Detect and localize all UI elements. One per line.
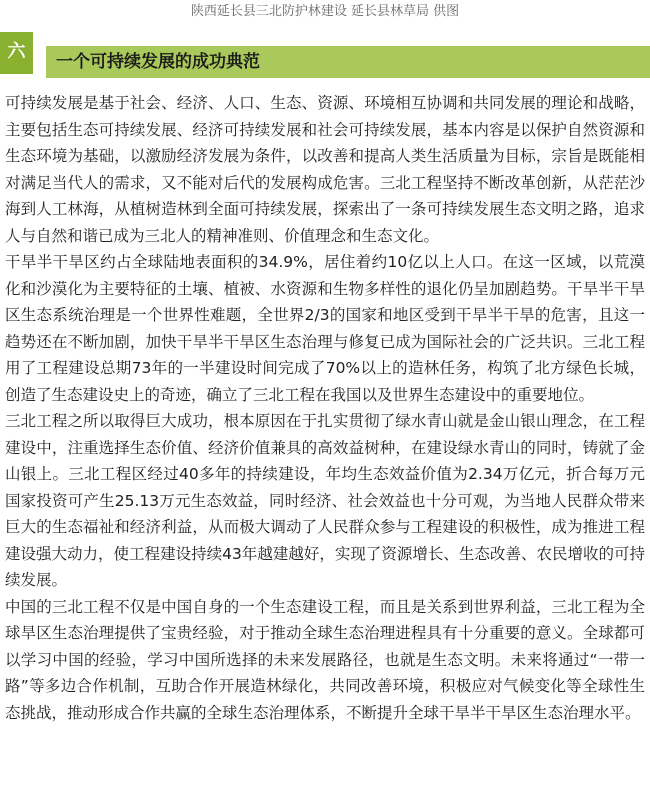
section-title: 一个可持续发展的成功典范 — [56, 52, 260, 72]
section-header — [0, 32, 650, 78]
article-body — [5, 90, 645, 726]
section-number-badge: 六 — [0, 32, 33, 74]
image-caption: 陕西延长县三北防护林建设 延长县林草局 供图 — [190, 4, 460, 19]
section-title-bar — [46, 46, 650, 78]
paragraph-1: 可持续发展是基于社会、经济、人口、生态、资源、环境相互协调和共同发展的理论和战略，主要包括生态可持续发展、经济可持续发展和社会可持续发展，基本内容是以保护自然资源和生态环境为基础，以激励经济发展为条件，以改善和提高人类生活质量为目标，宗旨是既能相对满足当代人的需求，又不能对后代的发展构成危害。三北工程坚持不断改革创新，从茫茫沙海到人工林海，从植树造林到全面可持续发展，探索出了一条可持续发展生态文明之路，追求人与自然和谐已成为三北人的精神准则、价值理念和生态文化。 — [5, 94, 645, 245]
paragraph-4: 中国的三北工程不仅是中国自身的一个生态建设工程，而且是关系到世界利益，三北工程为全球旱区生态治理提供了宝贵经验，对于推动全球生态治理进程具有十分重要的意义。全球都可以学习中国的经验，学习中国所选择的未来发展路径，也就是生态文明。未来将通过“一带一路”等多边合作机制，互助合作开展造林绿化，共同改善环境，积极应对气候变化等全球性生态挑战，推动形成合作共赢的全球生态治理体系，不断提升全球干旱半干旱区生态治理水平。 — [5, 597, 645, 722]
paragraph-2: 干旱半干旱区约占全球陆地表面积的34.9%，居住着约10亿以上人口。在这一区域，以荒漠化和沙漠化为主要特征的土壤、植被、水资源和生物多样性的退化仍呈加剧趋势。干旱半干旱区生态系统治理是一个世界性难题，全世界2/3的国家和地区受到干旱半干旱的危害，且这一趋势还在不断加剧，加快干旱半干旱区生态治理与修复已成为国际社会的广泛共识。三北工程用了工程建设总期73年的一半建设时间完成了70%以上的造林任务，构筑了北方绿色长城，创造了生态建设史上的奇迹，确立了三北工程在我国以及世界生态建设中的重要地位。 — [5, 253, 645, 404]
paragraph-3: 三北工程之所以取得巨大成功，根本原因在于扎实贯彻了绿水青山就是金山银山理念，在工程建设中，注重选择生态价值、经济价值兼具的高效益树种，在建设绿水青山的同时，铸就了金山银上。三北工程区经过40多年的持续建设，年均生态效益价值为2.34万亿元，折合每万元国家投资可产生25.13万元生态效益，同时经济、社会效益也十分可观，为当地人民群众带来巨大的生态福祉和经济利益，从而极大调动了人民群众参与工程建设的积极性，成为推进工程建设强大动力，使工程建设持续43年越建越好，实现了资源增长、生态改善、农民增收的可持续发展。 — [5, 412, 645, 589]
